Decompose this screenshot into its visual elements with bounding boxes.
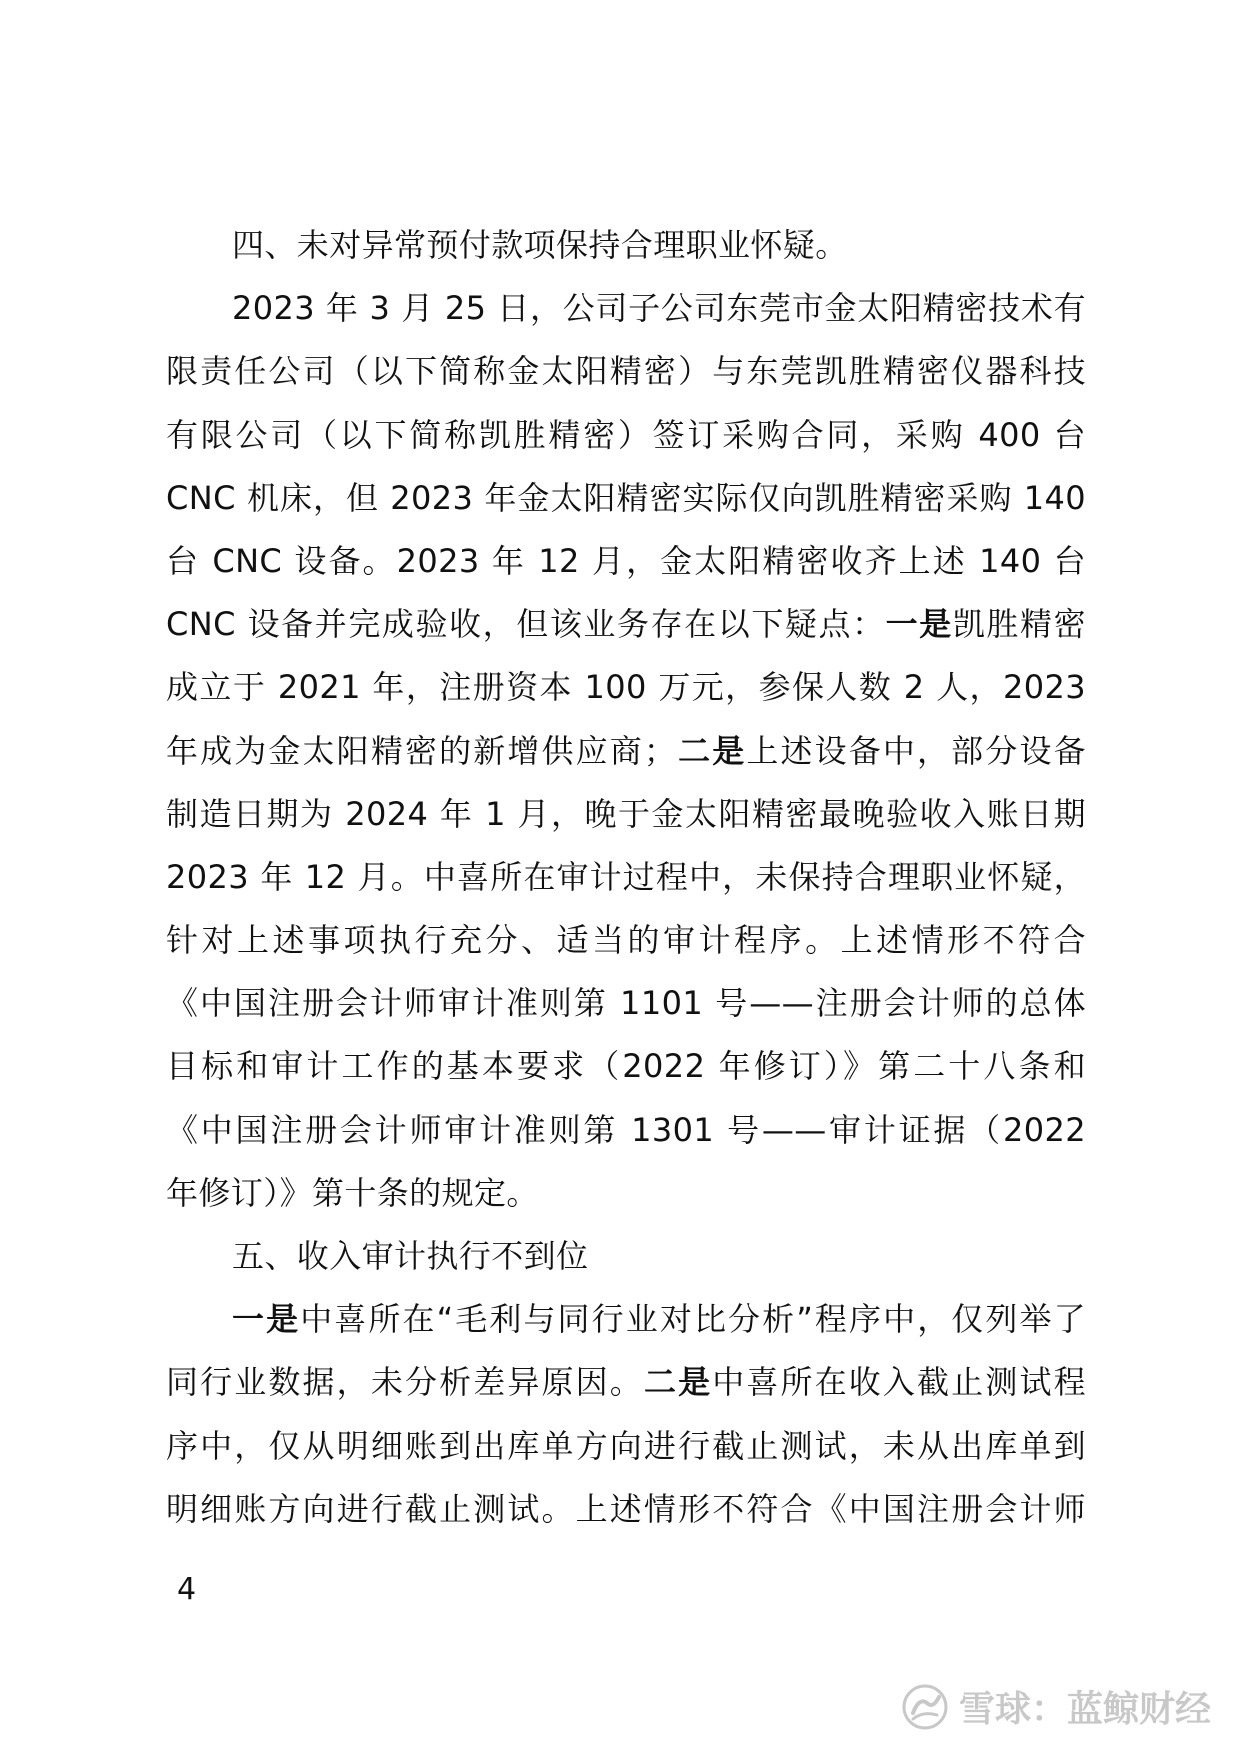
text-segment: 目标和审计工作的基本要求（2022 年修订）》第二十八条和 xyxy=(166,1047,1086,1086)
text-line xyxy=(166,1162,1086,1225)
bold-emphasis: 二是 xyxy=(643,1363,713,1402)
text-line xyxy=(166,1225,1086,1288)
text-line xyxy=(166,1099,1086,1162)
text-segment: 明细账方向进行截止测试。上述情形不符合《中国注册会计师 xyxy=(166,1489,1086,1528)
text-segment: CNC 机床，但 2023 年金太阳精密实际仅向凯胜精密采购 140 xyxy=(166,478,1086,517)
text-segment: 凯胜精密 xyxy=(952,605,1086,644)
text-segment: 五、收入审计执行不到位 xyxy=(232,1237,589,1275)
text-line xyxy=(166,340,1086,403)
text-line xyxy=(166,277,1086,340)
text-line xyxy=(166,720,1086,783)
text-segment: 中喜所在“毛利与同行业对比分析”程序中，仅列举了 xyxy=(300,1300,1086,1339)
text-line xyxy=(166,404,1086,467)
text-line xyxy=(166,972,1086,1035)
text-line xyxy=(166,1415,1086,1478)
snowball-logo-icon xyxy=(901,1683,949,1731)
text-line xyxy=(166,530,1086,593)
text-segment: 成立于 2021 年，注册资本 100 万元，参保人数 2 人，2023 xyxy=(166,668,1086,707)
bold-emphasis: 一是 xyxy=(885,605,953,644)
text-segment: 2023 年 12 月。中喜所在审计过程中，未保持合理职业怀疑， xyxy=(166,857,1086,896)
text-line xyxy=(166,783,1086,846)
text-segment: 限责任公司（以下简称金太阳精密）与东莞凯胜精密仪器科技 xyxy=(166,352,1086,391)
bold-emphasis: 一是 xyxy=(232,1300,301,1339)
text-line xyxy=(166,593,1086,656)
text-segment: 台 CNC 设备。2023 年 12 月，金太阳精密收齐上述 140 台 xyxy=(166,541,1086,580)
text-line xyxy=(166,214,1086,277)
text-segment: 2023 年 3 月 25 日，公司子公司东莞市金太阳精密技术有 xyxy=(232,289,1086,328)
page-number: 4 xyxy=(177,1572,197,1607)
text-segment: 年成为金太阳精密的新增供应商； xyxy=(166,731,677,770)
text-segment: 四、未对异常预付款项保持合理职业怀疑。 xyxy=(232,226,848,264)
text-segment: 同行业数据，未分析差异原因。 xyxy=(166,1363,644,1402)
watermark xyxy=(901,1681,1211,1732)
document-body xyxy=(166,214,1086,1541)
text-segment: 中喜所在收入截止测试程 xyxy=(712,1363,1086,1402)
text-line xyxy=(166,909,1086,972)
text-segment: CNC 设备并完成验收，但该业务存在以下疑点： xyxy=(166,605,886,644)
text-line xyxy=(166,1351,1086,1414)
text-segment: 《中国注册会计师审计准则第 1101 号——注册会计师的总体 xyxy=(166,984,1086,1023)
text-segment: 《中国注册会计师审计准则第 1301 号——审计证据（2022 xyxy=(166,1110,1086,1149)
text-line xyxy=(166,467,1086,530)
text-segment: 上述设备中，部分设备 xyxy=(746,731,1086,770)
text-segment: 有限公司（以下简称凯胜精密）签订采购合同，采购 400 台 xyxy=(166,415,1086,454)
text-line xyxy=(166,1035,1086,1098)
bold-emphasis: 二是 xyxy=(676,731,747,770)
text-segment: 制造日期为 2024 年 1 月，晚于金太阳精密最晚验收入账日期 xyxy=(166,794,1086,833)
watermark-text: 雪球：蓝鲸财经 xyxy=(958,1689,1211,1730)
text-line xyxy=(166,846,1086,909)
text-line xyxy=(166,1288,1086,1351)
text-line xyxy=(166,656,1086,719)
text-segment: 针对上述事项执行充分、适当的审计程序。上述情形不符合 xyxy=(166,921,1086,960)
text-segment: 年修订）》第十条的规定。 xyxy=(166,1173,539,1212)
text-line xyxy=(166,1478,1086,1541)
text-segment: 序中，仅从明细账到出库单方向进行截止测试，未从出库单到 xyxy=(166,1426,1086,1465)
